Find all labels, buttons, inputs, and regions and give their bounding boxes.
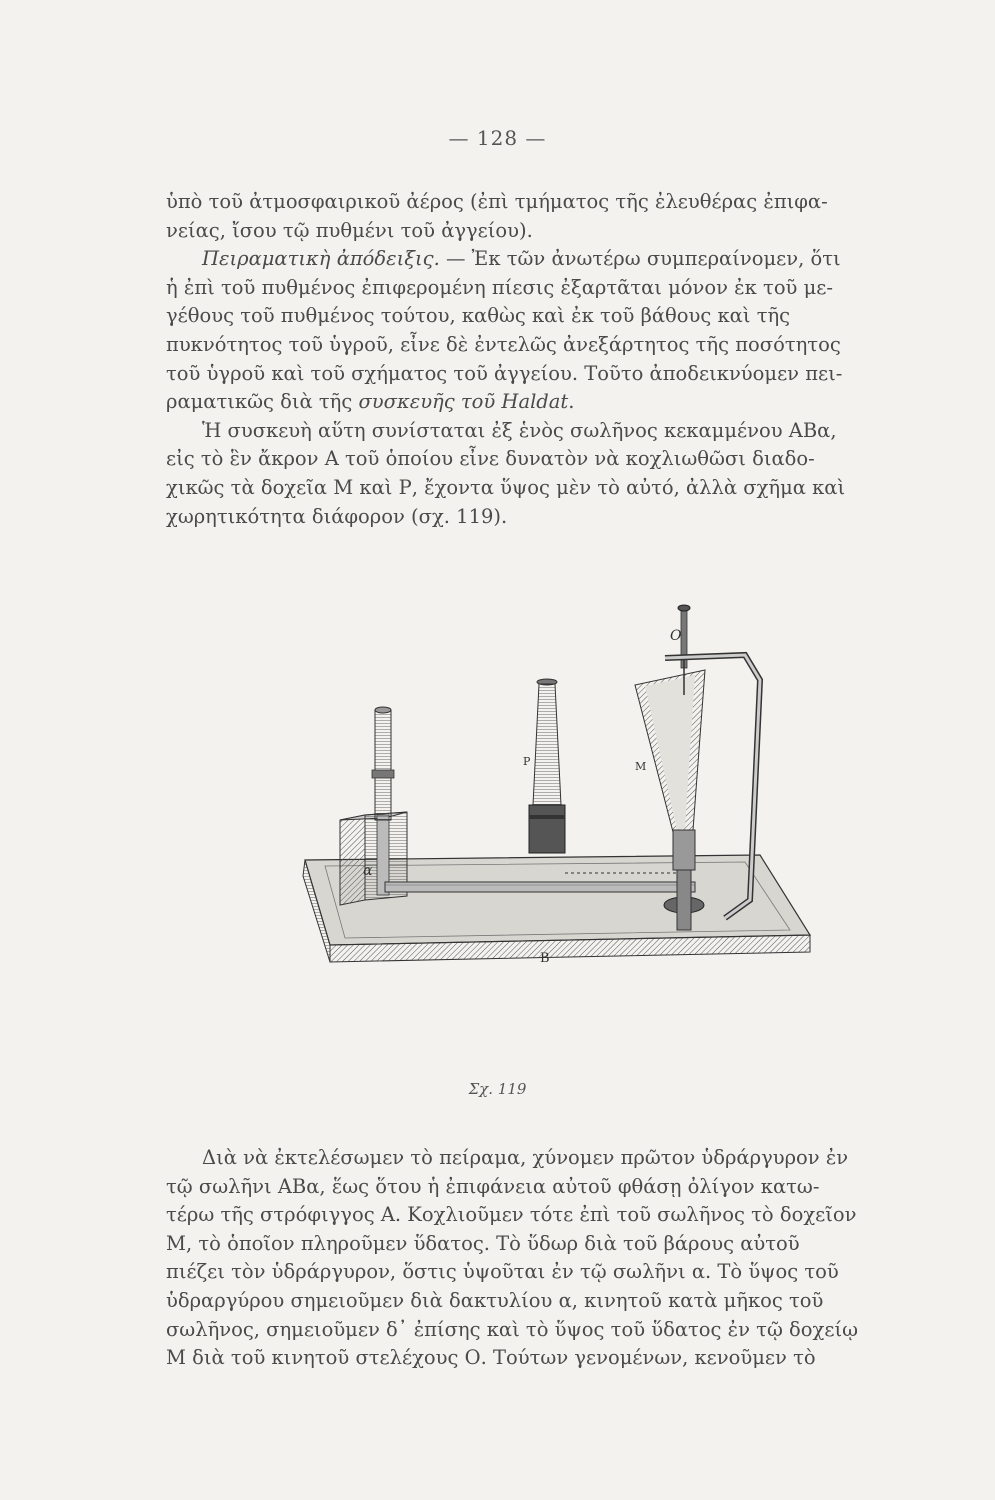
text-line: . (568, 390, 575, 414)
label-b: B (540, 951, 550, 966)
text-line: τέρω τῆς στρόφιγγος Α. Κοχλιοῦμεν τότε ἐπὶ τοῦ σωλῆνος τὸ δοχεῖον (166, 1203, 857, 1227)
vessel-p (529, 679, 565, 853)
label-a: α (363, 863, 373, 879)
top-paragraphs (166, 188, 936, 531)
haldat-apparatus-figure (285, 600, 815, 1070)
apparatus-illustration (285, 600, 815, 1070)
proof-paragraph (166, 245, 936, 417)
text-line: ὑδραργύρου σημειοῦμεν διὰ δακτυλίου α, κινητοῦ κατὰ μῆκος τοῦ (166, 1288, 824, 1312)
text-line: ραματικῶς διὰ τῆς (166, 390, 359, 414)
label-p: P (523, 755, 531, 768)
text-line: Μ διὰ τοῦ κινητοῦ στελέχους Ο. Τούτων γενομένων, κενοῦμεν τὸ (166, 1346, 816, 1370)
apparatus-paragraph (166, 417, 936, 531)
text-line: χωρητικότητα διάφορον (σχ. 119). (166, 504, 508, 528)
page-number: — 128 — (448, 126, 547, 150)
text-line: χικῶς τὰ δοχεῖα Μ καὶ Ρ, ἔχοντα ὕψος μὲν τὸ αὐτό, ἀλλὰ σχῆμα καὶ (166, 475, 846, 499)
text-line: σωλῆνος, σημειοῦμεν δ᾽ ἐπίσης καὶ τὸ ὕψος τοῦ ὕδατος ἐν τῷ δοχείῳ (166, 1317, 859, 1341)
text-line: νείας, ἴσου τῷ πυθμένι τοῦ ἀγγείου). (166, 218, 533, 242)
apparatus-name: συσκευῆς τοῦ Haldat (358, 390, 569, 414)
text-line: Ἡ συσκευὴ αὕτη συνίσταται ἐξ ἑνὸς σωλῆνος κεκαμμένου ΑΒα, (202, 418, 837, 442)
text-line: τῷ σωλῆνι ΑΒα, ἕως ὅτου ἡ ἐπιφάνεια αὐτοῦ φθάσῃ ὀλίγον κατω- (166, 1174, 820, 1198)
text-line: Μ, τὸ ὁποῖον πληροῦμεν ὕδατος. Τὸ ὕδωρ διὰ τοῦ βάρους αὐτοῦ (166, 1231, 800, 1255)
text-line: τοῦ ὑγροῦ καὶ τοῦ σχήματος τοῦ ἀγγείου. Τοῦτο ἀποδεικνύομεν πει- (166, 361, 843, 385)
figure-caption: Σχ. 119 (468, 1080, 527, 1098)
bottom-paragraph (166, 1144, 936, 1373)
text-line: ὑπὸ τοῦ ἀτμοσφαιρικοῦ ἀέρος (ἐπὶ τμήματος τῆς ἐλευθέρας ἐπιφα- (166, 190, 828, 213)
tube-b (385, 882, 695, 892)
proof-heading: Πειραματικὴ ἀπόδειξις. (202, 247, 440, 271)
text-line: πιέζει τὸν ὑδράργυρον, ὅστις ὑψοῦται ἐν τῷ σωλῆνι α. Τὸ ὕψος τοῦ (166, 1260, 839, 1284)
text-line: Διὰ νὰ ἐκτελέσωμεν τὸ πείραμα, χύνομεν πρῶτον ὑδράργυρον ἐν (202, 1146, 849, 1169)
text-line: — Ἐκ τῶν ἀνωτέρω συμπεραίνομεν, ὅτι (445, 247, 841, 271)
tube-a (372, 707, 394, 820)
text-line: εἰς τὸ ἓν ἄκρον Α τοῦ ὁποίου εἶνε δυνατὸν νὰ κοχλιωθῶσι διαδο- (166, 447, 815, 471)
label-m: M (635, 760, 647, 773)
text-line: γέθους τοῦ πυθμένος τούτου, καθὼς καὶ ἐκ τοῦ βάθους καὶ τῆς (166, 304, 791, 328)
text-line: πυκνότητος τοῦ ὑγροῦ, εἶνε δὲ ἐντελῶς ἀνεξάρτητος τῆς ποσότητος (166, 332, 841, 356)
text-line: ἡ ἐπὶ τοῦ πυθμένος ἐπιφερομένη πίεσις ἐξαρτᾶται μόνον ἐκ τοῦ με- (166, 275, 833, 299)
label-o: O (670, 628, 682, 644)
